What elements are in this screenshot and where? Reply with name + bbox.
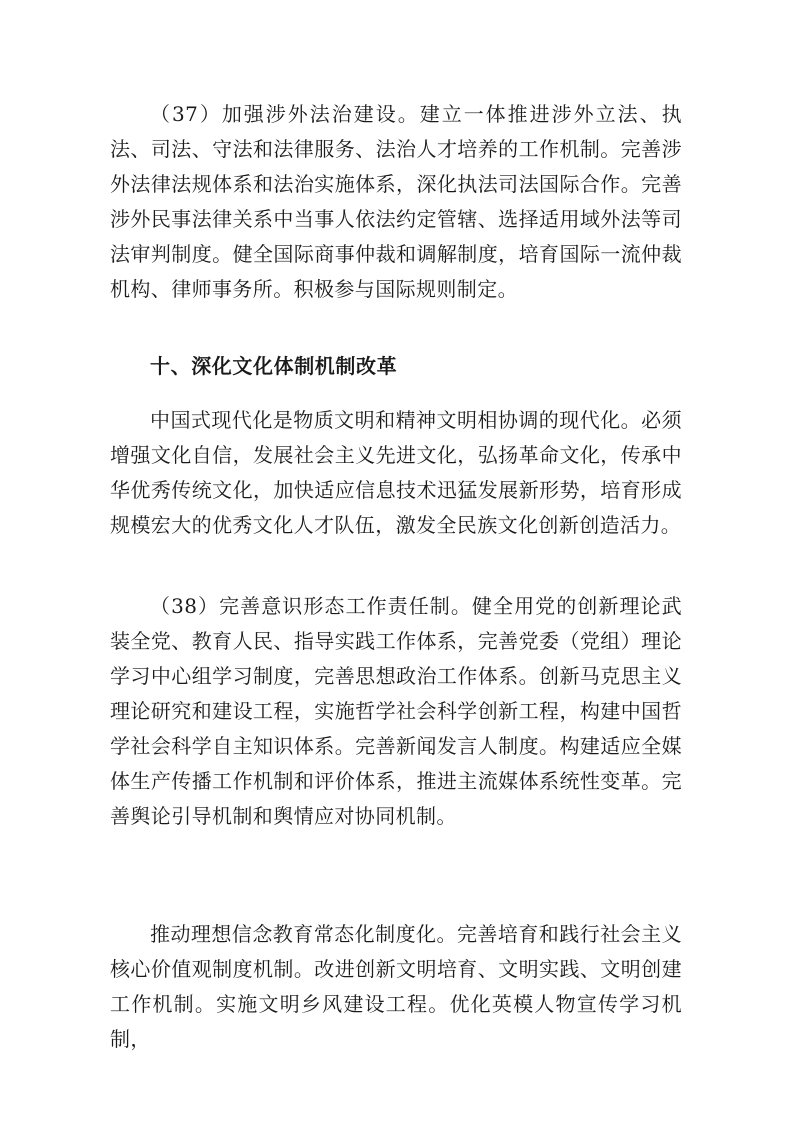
paragraph-ideals-education: 推动理想信念教育常态化制度化。完善培育和践行社会主义核心价值观制度机制。改进创新文明培育、文明实践、文明创建工作机制。实施文明乡风建设工程。优化英模人物宣传学习机制， [110, 922, 682, 1051]
paragraph-38-ideology-responsibility: （38）完善意识形态工作责任制。健全用党的创新理论武装全党、教育人民、指导实践工作体系，完善党委（党组）理论学习中心组学习制度，完善思想政治工作体系。创新马克思主义理论研究和建设工程，实施哲学社会科学创新工程，构建中国哲学社会科学自主知识体系。完善新闻发言人制度。构建适应全媒体生产传播工作机制和评价体系，推进主流媒体系统性变革。完善舆论引导机制和舆情应对协同机制。 [110, 594, 682, 828]
section-heading-culture-reform: 十、深化文化体制机制改革 [150, 354, 398, 378]
paragraph-37-foreign-rule-of-law: （37）加强涉外法治建设。建立一体推进涉外立法、执法、司法、守法和法律服务、法治人才培养的工作机制。完善涉外法律法规体系和法治实施体系，深化执法司法国际合作。完善涉外民事法律关系中当事人依法约定管辖、选择适用域外法等司法审判制度。健全国际商事仲裁和调解制度，培育国际一流仲裁机构、律师事务所。积极参与国际规则制定。 [110, 102, 682, 301]
paragraph-chinese-modernization: 中国式现代化是物质文明和精神文明相协调的现代化。必须增强文化自信，发展社会主义先进文化，弘扬革命文化，传承中华优秀传统文化，加快适应信息技术迅猛发展新形势，培育形成规模宏大的优秀文化人才队伍，激发全民族文化创新创造活力。 [110, 408, 682, 537]
